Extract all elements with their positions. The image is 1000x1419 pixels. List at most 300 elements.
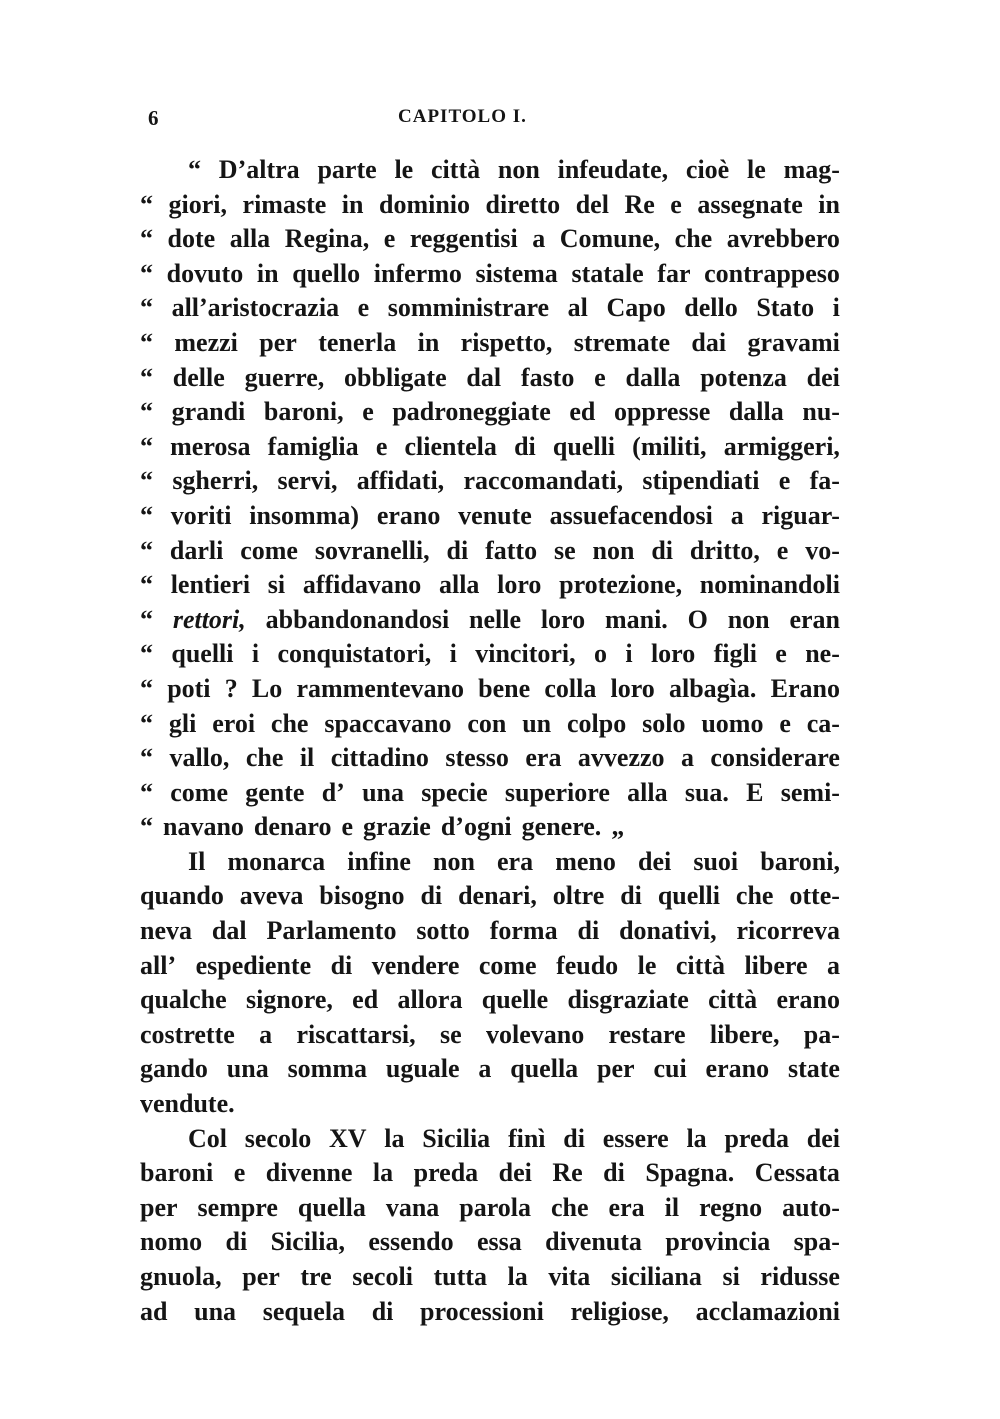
word: e	[383, 224, 396, 254]
word: oppresse	[613, 397, 711, 427]
text-line	[140, 534, 840, 569]
word: “	[140, 743, 153, 773]
word: diretto	[485, 189, 561, 219]
word: riguar-	[761, 500, 840, 530]
running-head	[148, 106, 840, 136]
word: “	[140, 604, 153, 634]
word: di	[420, 881, 443, 911]
word: dello	[684, 293, 738, 323]
word: quelli	[657, 881, 720, 911]
body-text	[140, 153, 840, 1329]
word: servi,	[277, 466, 338, 496]
word: oltre	[552, 881, 605, 911]
word: e	[779, 708, 791, 738]
word: preda	[724, 1123, 789, 1153]
word: nominandoli	[699, 570, 840, 600]
word: mani.	[604, 604, 668, 634]
text-line	[140, 499, 840, 534]
word: preda	[413, 1158, 479, 1188]
word: assuefacendosi	[549, 500, 713, 530]
word: all’	[140, 950, 177, 980]
chapter-title: CAPITOLO I.	[398, 106, 527, 127]
word: stipendiati	[642, 466, 760, 496]
word: eran	[789, 604, 840, 634]
word: baroni,	[263, 397, 344, 427]
word: neva	[140, 916, 192, 946]
word: di	[563, 1123, 585, 1153]
word: merosa	[170, 431, 251, 461]
word: “	[140, 812, 153, 842]
word: sistema	[475, 258, 558, 288]
word: semi-	[780, 777, 840, 807]
word: città	[431, 155, 481, 184]
word: in	[818, 189, 840, 219]
word: fasto	[520, 362, 575, 392]
word: mezzi	[174, 327, 238, 357]
word: vo-	[805, 535, 840, 565]
word: uguale	[385, 1054, 460, 1084]
word: qualche	[140, 985, 227, 1015]
word: sovranelli,	[314, 535, 430, 565]
text-line	[140, 949, 840, 984]
word: rammentevano	[296, 673, 464, 703]
word: era	[608, 1192, 645, 1222]
word: non	[432, 846, 475, 876]
word: un	[522, 708, 552, 738]
word: a	[532, 224, 546, 254]
word: di	[225, 1227, 248, 1257]
word: bisogno	[319, 881, 405, 911]
word: allora	[397, 985, 463, 1015]
word: famiglia	[267, 431, 359, 461]
word: e	[233, 1158, 246, 1188]
word: e	[375, 431, 388, 461]
word: il	[299, 743, 315, 773]
word: alla	[438, 570, 480, 600]
text-line	[140, 568, 840, 603]
word: erano	[776, 985, 840, 1015]
word: sua.	[684, 777, 729, 807]
word: erano	[705, 1054, 770, 1084]
word: loro	[540, 604, 586, 634]
text-line	[140, 845, 840, 880]
word: ca-	[806, 708, 840, 738]
word: tenerla	[318, 327, 397, 357]
word: vendute.	[140, 1089, 235, 1119]
word: disgraziate	[567, 985, 689, 1015]
word: darli	[169, 535, 224, 565]
word: provincia	[665, 1227, 771, 1257]
word: quelli	[171, 639, 234, 669]
word: uomo	[701, 708, 764, 738]
text-line	[140, 741, 840, 776]
text-line	[140, 153, 840, 188]
text-line	[140, 222, 840, 257]
word: dalla	[728, 397, 784, 427]
word: parte	[317, 155, 377, 184]
word: loro	[497, 570, 542, 600]
word: figli	[713, 639, 757, 669]
word: bene	[478, 673, 531, 703]
word: e	[776, 535, 789, 565]
word: nelle	[469, 604, 521, 634]
text-line	[140, 361, 840, 396]
word: le	[747, 155, 766, 184]
word: O	[687, 604, 708, 634]
word: ed	[569, 397, 596, 427]
word: Spagna.	[645, 1158, 735, 1188]
word: “	[140, 673, 153, 703]
word: e	[341, 812, 353, 842]
word: con	[467, 708, 507, 738]
word: clientela	[404, 431, 497, 461]
word: “	[140, 708, 153, 738]
word: di	[371, 1296, 394, 1326]
word: colla	[544, 673, 597, 703]
word: dovuto	[166, 258, 244, 288]
word: il	[664, 1192, 680, 1222]
word: somma	[287, 1054, 367, 1084]
word: grandi	[171, 397, 246, 427]
word: “	[140, 535, 153, 565]
word: e	[775, 639, 787, 669]
word: e	[357, 293, 370, 323]
page-number: 6	[148, 106, 159, 130]
text-line	[140, 1052, 840, 1087]
word: cittadino	[330, 743, 429, 773]
word: la	[507, 1262, 528, 1291]
text-line	[140, 395, 840, 430]
word: “	[140, 327, 153, 357]
word: la	[384, 1123, 405, 1153]
word: “	[140, 466, 153, 496]
word: rimaste	[242, 189, 327, 219]
word: essa	[476, 1227, 522, 1257]
word: raccomandati,	[463, 466, 624, 496]
word: dai	[691, 327, 727, 357]
word: la	[372, 1158, 394, 1188]
word: Sicilia,	[270, 1227, 345, 1257]
word: come	[240, 535, 298, 565]
word: armiggeri,	[723, 431, 840, 461]
word: baroni,	[760, 846, 840, 876]
word: per	[140, 1192, 178, 1222]
word: Col	[188, 1123, 227, 1153]
word: di	[651, 535, 673, 565]
word: di	[330, 950, 353, 980]
word: vita	[548, 1262, 591, 1291]
word: vincitori,	[475, 639, 576, 669]
word: solo	[642, 708, 686, 738]
word: (militi,	[632, 431, 707, 461]
word: libere	[744, 950, 808, 980]
word: Il	[188, 846, 206, 876]
word: dritto,	[689, 535, 760, 565]
word: venute	[458, 500, 532, 530]
word: una	[194, 1296, 237, 1326]
word: quelle	[481, 985, 549, 1015]
word: statale	[571, 258, 644, 288]
word: volevano	[485, 1019, 585, 1049]
word: era	[525, 743, 562, 773]
word: eroi	[212, 708, 256, 738]
word: che	[245, 743, 284, 773]
word: divenuta	[545, 1227, 642, 1257]
word: i	[625, 639, 633, 669]
word: non	[727, 604, 770, 634]
word: grazie	[363, 812, 431, 842]
text-line	[140, 1087, 840, 1122]
word: Comune,	[559, 224, 661, 254]
word: tutta	[433, 1262, 487, 1291]
word: quello	[292, 258, 361, 288]
word: contrappeso	[704, 258, 840, 288]
word: e	[670, 189, 682, 219]
word: processioni	[420, 1296, 544, 1326]
word: di	[620, 881, 642, 911]
word: Cessata	[754, 1158, 840, 1188]
word: loro	[650, 639, 696, 669]
word: abbandonandosi	[265, 604, 450, 634]
word: o	[593, 639, 607, 669]
word: a	[478, 1054, 492, 1084]
word: fa-	[809, 466, 840, 496]
text-line	[140, 188, 840, 223]
word: si	[722, 1262, 740, 1291]
word: infine	[347, 846, 411, 876]
word: rettori,	[172, 604, 246, 634]
word: e	[778, 466, 791, 496]
word: e	[362, 397, 374, 427]
word: aveva	[239, 881, 304, 911]
word: finì	[507, 1123, 546, 1153]
word: “	[140, 258, 153, 288]
word: “	[140, 362, 153, 392]
word: i	[832, 293, 840, 323]
word: “	[140, 189, 153, 219]
word: sgherri,	[172, 466, 259, 496]
word: alla	[229, 224, 271, 254]
word: voriti	[170, 500, 232, 530]
word: siciliana	[610, 1262, 702, 1291]
word: spa-	[793, 1227, 840, 1257]
word: baroni	[140, 1158, 214, 1188]
word: Regina,	[284, 224, 370, 254]
word: affidavano	[302, 570, 422, 600]
word: e	[594, 362, 606, 392]
word: d’	[321, 777, 345, 807]
word: di	[446, 535, 469, 565]
text-line	[140, 879, 840, 914]
word: acclamazioni	[695, 1296, 840, 1326]
word: Capo	[606, 293, 666, 323]
word: sotto	[416, 916, 470, 946]
word: a	[826, 950, 840, 980]
word: far	[657, 258, 691, 288]
word: potenza	[700, 362, 787, 392]
text-line	[140, 983, 840, 1018]
word: “	[140, 500, 153, 530]
text-line	[140, 1295, 840, 1330]
word: riscattarsi,	[296, 1019, 416, 1049]
word: per	[242, 1262, 280, 1291]
word: erano	[376, 500, 441, 530]
word: ed	[352, 985, 379, 1015]
word: per	[597, 1054, 635, 1084]
word: suoi	[693, 846, 739, 876]
text-line	[140, 1260, 840, 1295]
word: vendere	[371, 950, 460, 980]
word: gando	[140, 1054, 208, 1084]
word: protezione,	[559, 570, 683, 600]
word: guerre,	[244, 362, 325, 392]
word: loro	[610, 673, 655, 703]
word: infermo	[373, 258, 462, 288]
word: ricorreva	[736, 916, 840, 946]
word: pa-	[803, 1019, 840, 1049]
word: dei	[638, 846, 672, 876]
word: parola	[459, 1192, 532, 1222]
word: stesso	[445, 743, 509, 773]
word: auto-	[782, 1192, 840, 1222]
word: i	[251, 639, 260, 669]
word: colpo	[567, 708, 627, 738]
text-line	[140, 637, 840, 672]
word: obbligate	[344, 362, 447, 392]
word: di	[514, 431, 536, 461]
text-line	[140, 326, 840, 361]
word: avrebbero	[726, 224, 840, 254]
word: Erano	[770, 673, 840, 703]
word: città	[708, 985, 758, 1015]
text-line	[140, 914, 840, 949]
word: non	[592, 535, 635, 565]
word: non	[497, 155, 540, 184]
word: le	[394, 155, 414, 184]
word: vana	[385, 1192, 440, 1222]
word: se	[439, 1019, 462, 1049]
word: assegnate	[697, 189, 803, 219]
word: essendo	[368, 1227, 454, 1257]
text-line	[140, 1156, 840, 1191]
word: denaro	[253, 812, 332, 842]
word: quella	[297, 1192, 366, 1222]
word: ?	[224, 673, 238, 703]
word: padroneggiate	[392, 397, 551, 427]
text-line	[140, 464, 840, 499]
word: Stato	[756, 293, 815, 323]
word: sempre	[197, 1192, 278, 1222]
word: vallo,	[169, 743, 230, 773]
word: espediente	[195, 950, 312, 980]
word: Lo	[251, 673, 283, 703]
word: dal	[211, 916, 247, 946]
word: dei	[498, 1158, 532, 1188]
word: nomo	[140, 1227, 203, 1257]
word: dalla	[625, 362, 681, 392]
word: religiose,	[570, 1296, 669, 1326]
word: al	[567, 293, 588, 323]
word: quando	[140, 881, 224, 911]
text-line	[140, 1191, 840, 1226]
text-line	[140, 776, 840, 811]
text-line	[140, 810, 840, 845]
word: cioè	[685, 155, 730, 184]
text-line	[140, 257, 840, 292]
word: “	[140, 224, 153, 254]
word: dei	[806, 362, 840, 392]
word: di	[603, 1158, 625, 1188]
word: quella	[510, 1054, 579, 1084]
word: per	[259, 327, 297, 357]
word: “	[188, 155, 201, 184]
word: XV	[328, 1123, 367, 1153]
word: somministrare	[387, 293, 550, 323]
word: “	[140, 293, 153, 323]
word: essere	[602, 1123, 669, 1153]
word: mag-	[783, 155, 840, 184]
word: all’aristocrazia	[171, 293, 340, 323]
word: monarca	[227, 846, 326, 876]
word: tre	[300, 1262, 332, 1291]
text-line	[140, 603, 840, 638]
word: secolo	[244, 1123, 312, 1153]
word: ridusse	[760, 1262, 840, 1291]
word: a	[259, 1019, 273, 1049]
word: a	[680, 743, 694, 773]
word: ne-	[805, 639, 840, 669]
word: era	[497, 846, 534, 876]
word: costrette	[140, 1019, 235, 1049]
word: gravami	[747, 327, 840, 357]
word: che	[551, 1192, 589, 1222]
word: che	[270, 708, 309, 738]
word: si	[267, 570, 286, 600]
word: dominio	[379, 189, 471, 219]
word: specie	[421, 777, 488, 807]
word: “	[140, 639, 153, 669]
word: d’ogni	[440, 812, 512, 842]
word: insomma)	[249, 500, 360, 530]
word: nu-	[802, 397, 840, 427]
word: che	[735, 881, 774, 911]
word: infeudate,	[557, 155, 669, 184]
word: conquistatori,	[277, 639, 432, 669]
word: albagìa.	[669, 673, 757, 703]
word: secoli	[352, 1262, 413, 1291]
word: reggentisi	[409, 224, 518, 254]
word: forma	[489, 916, 558, 946]
word: del	[575, 189, 609, 219]
word: le	[637, 950, 657, 980]
word: Re	[552, 1158, 583, 1188]
text-line	[140, 1225, 840, 1260]
word: “	[140, 431, 153, 461]
word: delle	[172, 362, 225, 392]
word: fatto	[485, 535, 538, 565]
word: D’altra	[218, 155, 300, 184]
word: dote	[167, 224, 216, 254]
word: quelli	[552, 431, 616, 461]
word: otte-	[789, 881, 840, 911]
word: giori,	[168, 189, 228, 219]
word: sequela	[262, 1296, 346, 1326]
word: restare	[608, 1019, 686, 1049]
word: se	[553, 535, 576, 565]
word: avvezzo	[577, 743, 665, 773]
word: Re	[624, 189, 655, 219]
word: “	[140, 570, 153, 600]
